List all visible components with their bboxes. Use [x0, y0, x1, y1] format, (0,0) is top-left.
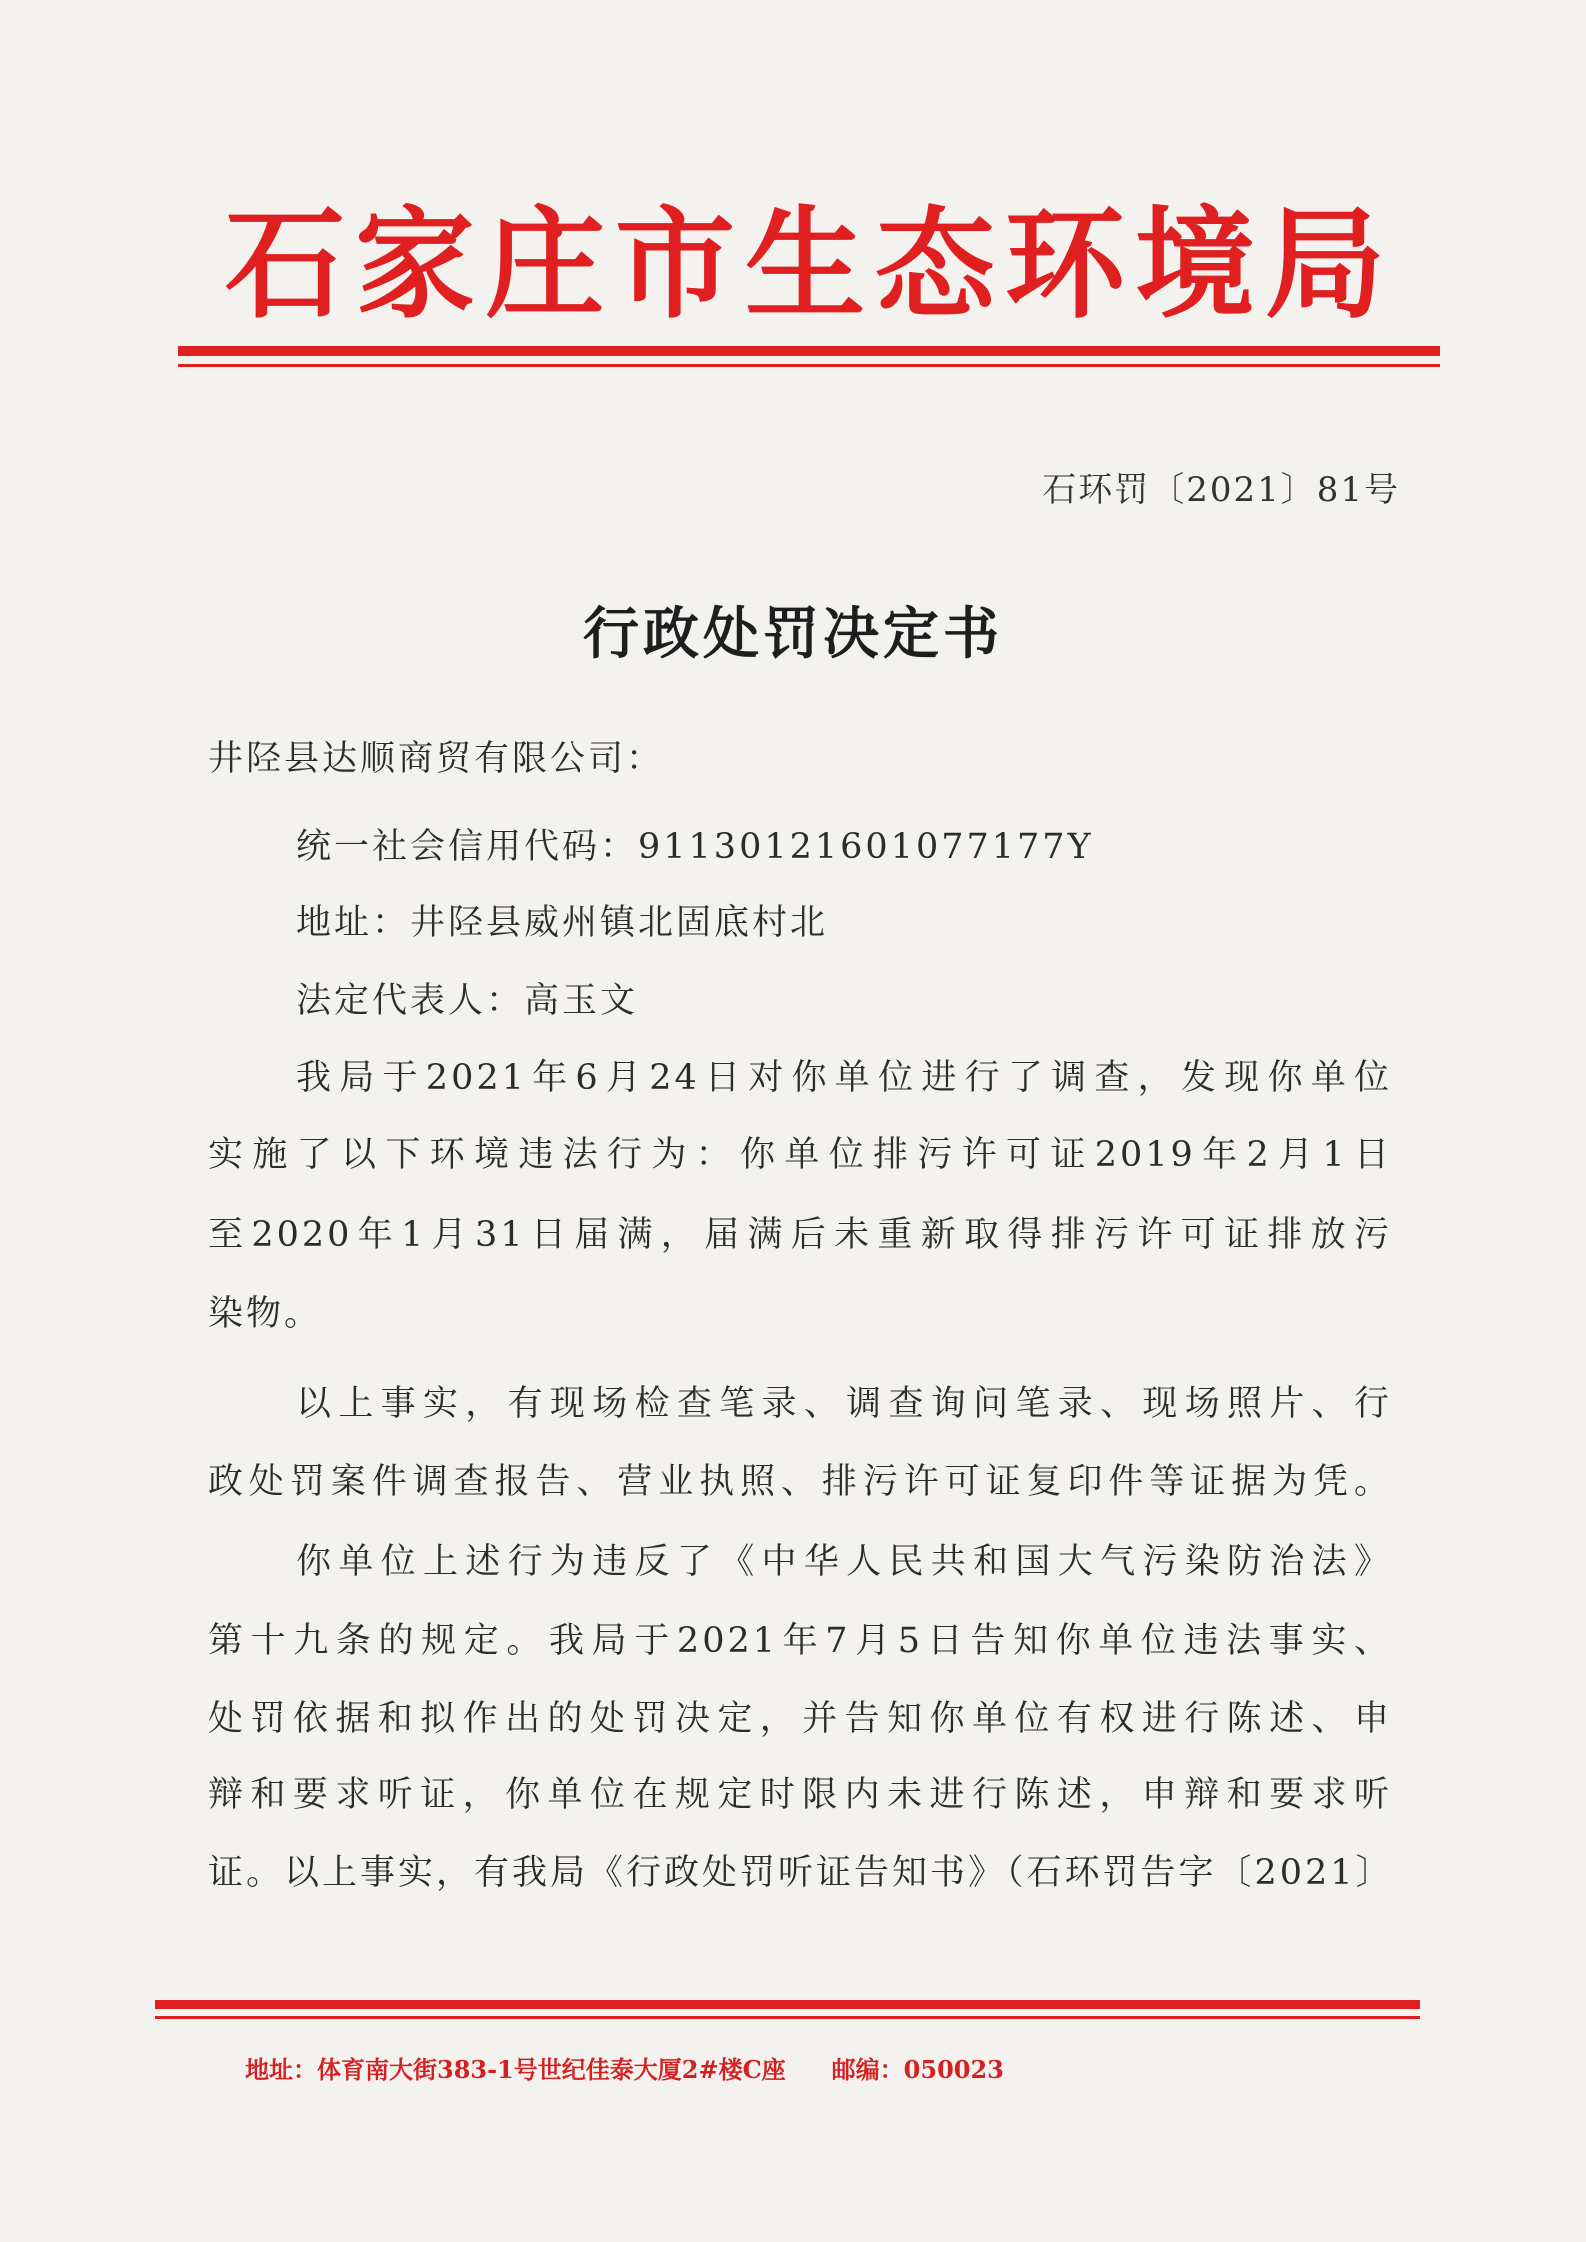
paragraph-line: 实施了以下环境违法行为：你单位排污许可证2019年2月1日	[208, 1135, 1392, 1175]
document-number: 石环罚〔2021〕81号	[1042, 470, 1400, 510]
masthead-rule-thick	[178, 346, 1440, 356]
footer-address: 地址：体育南大街383-1号世纪佳泰大厦2#楼C座	[245, 2055, 786, 2084]
paragraph-line: 辩和要求听证，你单位在规定时限内未进行陈述，申辩和要求听	[208, 1775, 1392, 1815]
paragraph-line: 我局于2021年6月24日对你单位进行了调查，发现你单位	[296, 1058, 1392, 1098]
footer-postcode: 邮编：050023	[831, 2055, 1004, 2084]
addressee: 井陉县达顺商贸有限公司：	[208, 739, 665, 779]
paragraph-line: 处罚依据和拟作出的处罚决定，并告知你单位有权进行陈述、申	[208, 1699, 1392, 1739]
footer-contact	[245, 2050, 1004, 2085]
footer-rule-thick	[155, 2000, 1420, 2009]
legal-representative: 法定代表人：高玉文	[296, 981, 639, 1021]
paragraph-line: 证。以上事实，有我局《行政处罚听证告知书》（石环罚告字〔2021〕	[208, 1853, 1394, 1893]
credit-code: 统一社会信用代码：91130121601077177Y	[296, 827, 1094, 867]
agency-masthead: 石家庄市生态环境局	[225, 194, 1395, 335]
paragraph-line: 以上事实，有现场检查笔录、调查询问笔录、现场照片、行	[296, 1384, 1392, 1424]
footer-rule-thin	[155, 2016, 1420, 2019]
paragraph-line: 政处罚案件调查报告、营业执照、排污许可证复印件等证据为凭。	[208, 1462, 1392, 1502]
document-title: 行政处罚决定书	[583, 601, 1003, 667]
paragraph-line: 至2020年1月31日届满，届满后未重新取得排污许可证排放污	[208, 1215, 1392, 1255]
paragraph-line: 第十九条的规定。我局于2021年7月5日告知你单位违法事实、	[208, 1621, 1392, 1661]
company-address: 地址：井陉县威州镇北固底村北	[296, 903, 829, 943]
masthead-rule-thin	[178, 364, 1440, 367]
paragraph-line: 你单位上述行为违反了《中华人民共和国大气污染防治法》	[296, 1542, 1392, 1582]
paragraph-line: 染物。	[208, 1294, 323, 1334]
